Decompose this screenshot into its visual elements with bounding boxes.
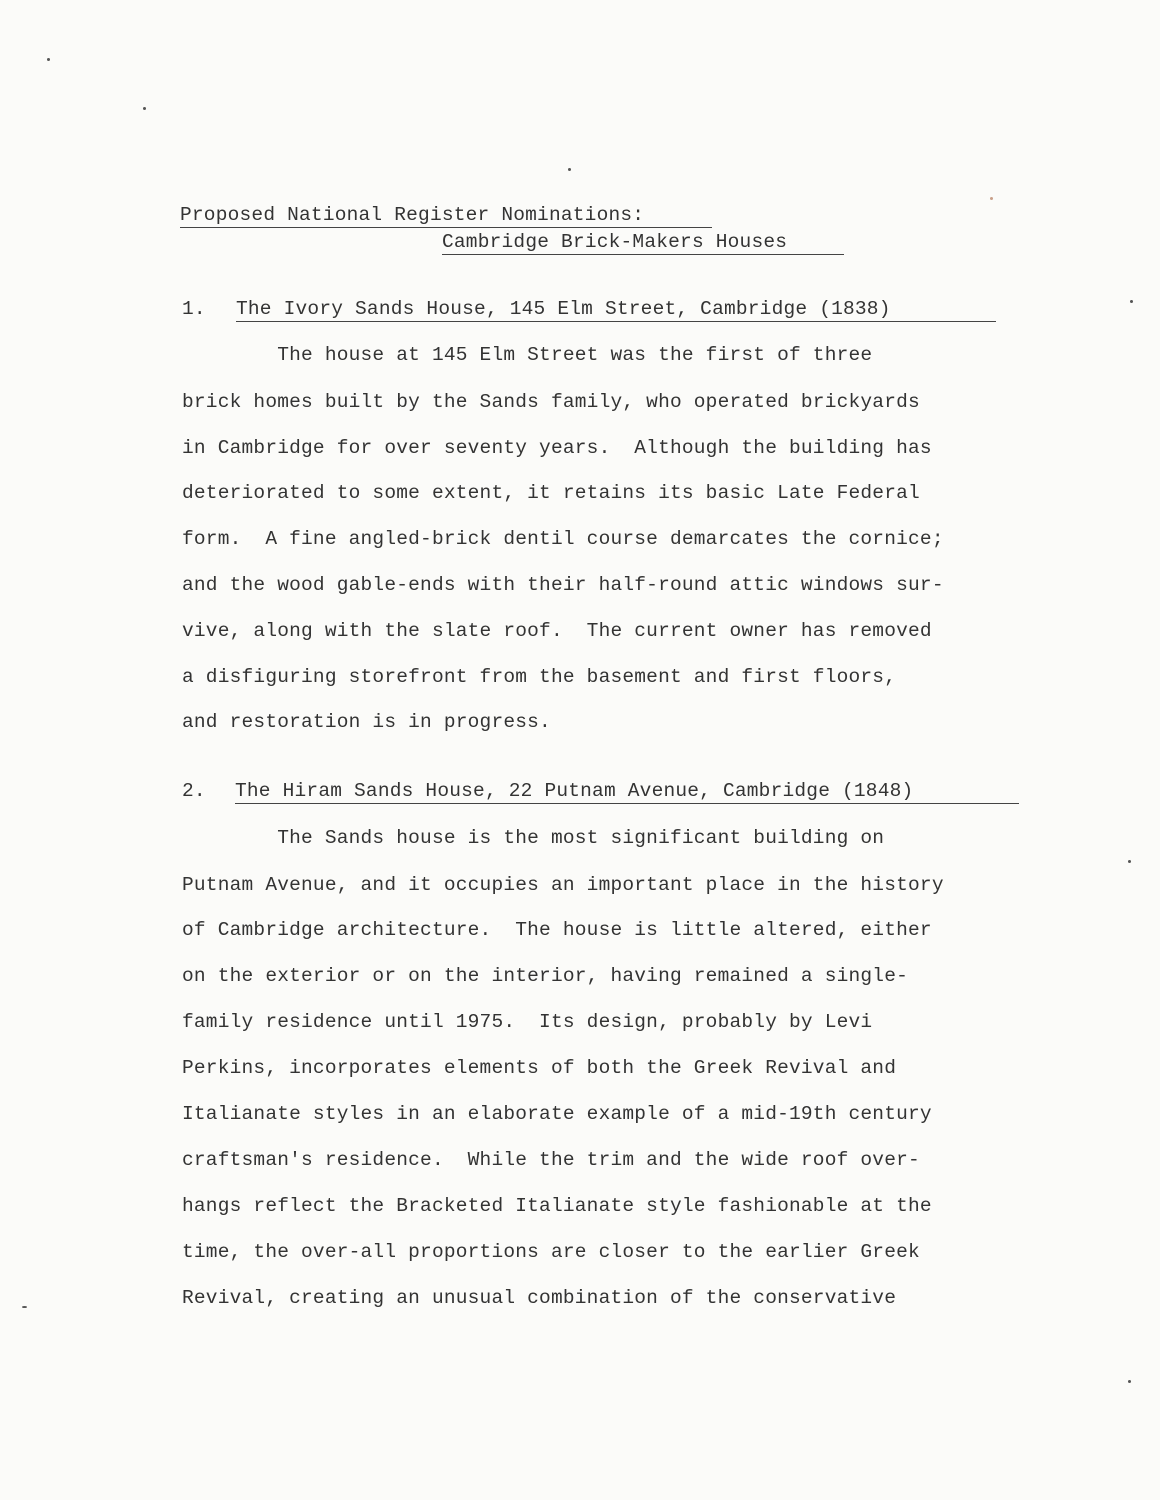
title-underline-2	[442, 254, 844, 255]
scan-speck	[1128, 1380, 1131, 1383]
section-1-line: form. A fine angled-brick dentil course demarcates the cornice;	[182, 528, 944, 550]
document-title-line-1: Proposed National Register Nominations:	[180, 204, 645, 226]
section-2-number: 2.	[182, 780, 206, 802]
section-1-number: 1.	[182, 298, 206, 320]
section-1-line: deteriorated to some extent, it retains its basic Late Federal	[182, 482, 920, 504]
section-2-line: family residence until 1975. Its design, probably by Levi	[182, 1011, 873, 1033]
section-1-line: a disfiguring storefront from the basement and first floors,	[182, 666, 897, 688]
section-1-line: in Cambridge for over seventy years. Although the building has	[182, 437, 932, 459]
title-underline-1	[180, 227, 712, 228]
section-2-line: Perkins, incorporates elements of both the Greek Revival and	[182, 1057, 897, 1079]
scan-speck	[990, 197, 993, 200]
section-2-line: The Sands house is the most significant building on	[182, 827, 885, 849]
scan-speck	[143, 107, 146, 110]
document-title-line-2: Cambridge Brick-Makers Houses	[442, 231, 788, 253]
scan-speck	[47, 58, 50, 61]
section-2-line: craftsman's residence. While the trim and the wide roof over-	[182, 1149, 920, 1171]
section-2-line: on the exterior or on the interior, having remained a single-	[182, 965, 909, 987]
section-2-line: Revival, creating an unusual combination of the conservative	[182, 1287, 897, 1309]
section-2-line: time, the over-all proportions are closer to the earlier Greek	[182, 1241, 920, 1263]
section-2-line: of Cambridge architecture. The house is little altered, either	[182, 919, 932, 941]
section-1-line: and restoration is in progress.	[182, 711, 551, 733]
section-2-line: hangs reflect the Bracketed Italianate style fashionable at the	[182, 1195, 932, 1217]
section-1-line: brick homes built by the Sands family, who operated brickyards	[182, 391, 920, 413]
scan-speck	[22, 1306, 27, 1308]
section-2-line: Putnam Avenue, and it occupies an important place in the history	[182, 874, 944, 896]
section-2-heading: The Hiram Sands House, 22 Putnam Avenue, Cambridge (1848)	[235, 780, 914, 802]
scan-speck	[568, 168, 571, 171]
section-2-heading-underline	[235, 803, 1019, 804]
section-1-heading: The Ivory Sands House, 145 Elm Street, Cambridge (1838)	[236, 298, 891, 320]
section-1-line: vive, along with the slate roof. The current owner has removed	[182, 620, 932, 642]
scan-speck	[1130, 300, 1133, 303]
section-1-heading-underline	[236, 321, 996, 322]
section-2-line: Italianate styles in an elaborate example of a mid-19th century	[182, 1103, 932, 1125]
section-1-line: and the wood gable-ends with their half-round attic windows sur-	[182, 574, 944, 596]
scan-speck	[1128, 860, 1131, 863]
section-1-line: The house at 145 Elm Street was the first of three	[182, 344, 873, 366]
